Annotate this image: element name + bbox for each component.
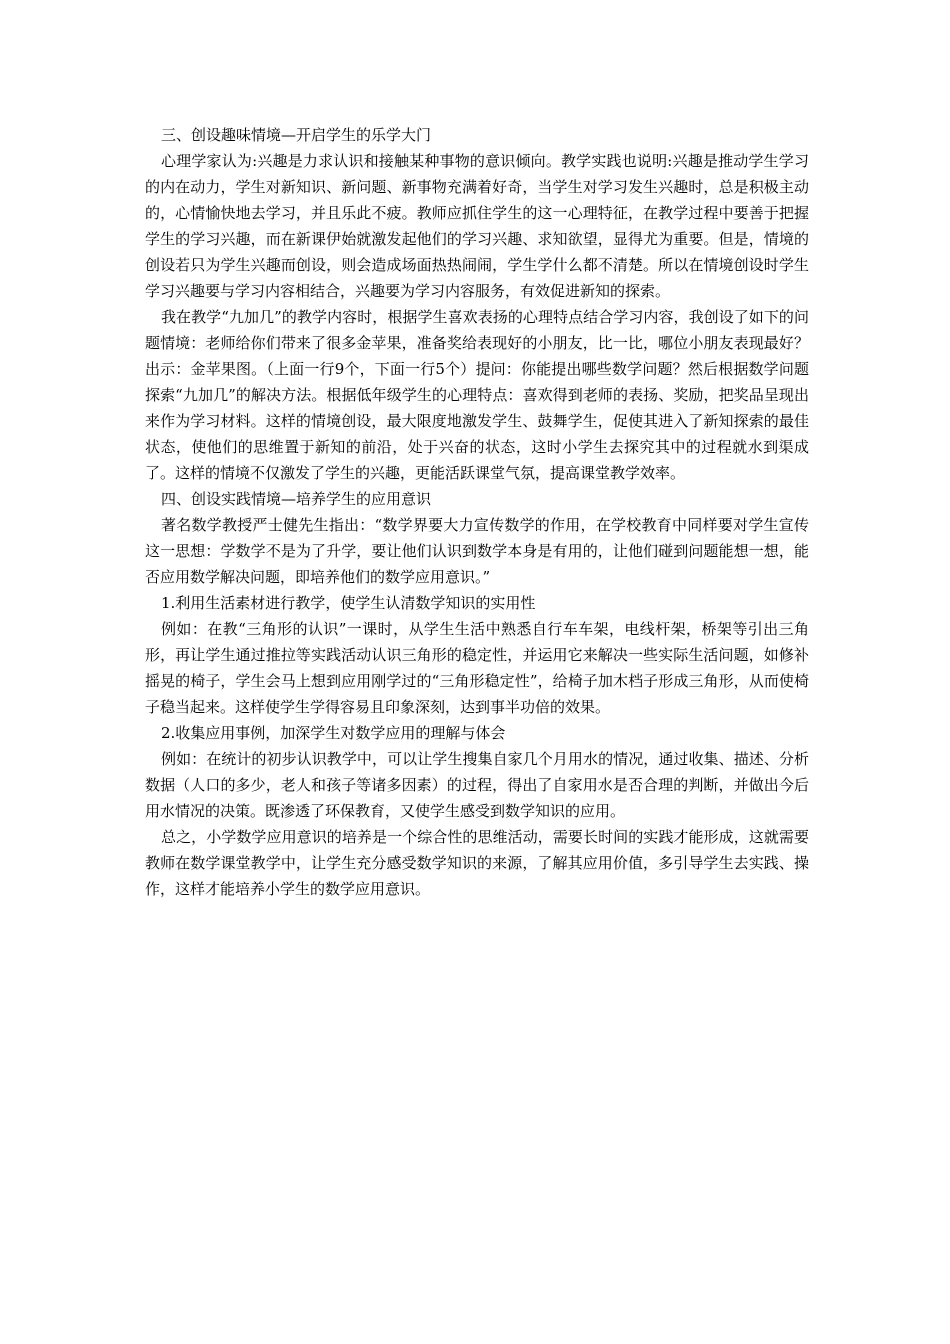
paragraph-interest-theory: 心理学家认为:兴趣是力求认识和接触某种事物的意识倾向。教学实践也说明:兴趣是推动学生学习的内在动力，学生对新知识、新问题、新事物充满着好奇，当学生对学习发生兴趣时，总是积极主动的，心情愉快地去学习，并且乐此不疲。教师应抓住学生的这一心理特征，在教学过程中要善于把握学生的学习兴趣，而在新课伊始就激发起他们的学习兴趣、求知欲望，显得尤为重要。但是，情境的创设若只为学生兴趣而创设，则会造成场面热热闹闹，学生学什么都不清楚。所以在情境创设时学生学习兴趣要与学习内容相结合，兴趣要为学习内容服务，有效促进新知的探索。 — [145, 152, 809, 300]
document-body — [145, 122, 809, 902]
paragraph-triangle-example: 例如：在教“三角形的认识”一课时，从学生生活中熟悉自行车车架，电线杆架，桥架等引出三角形，再让学生通过推拉等实践活动认识三角形的稳定性，并运用它来解决一些实际生活问题，如修补摇晃的椅子，学生会马上想到应用刚学过的“三角形稳定性”，给椅子加木档子形成三角形，从而使椅子稳当起来。这样使学生学得容易且印象深刻，达到事半功倍的效果。 — [145, 620, 809, 716]
subheading-1: 1.利用生活素材进行教学，使学生认清数学知识的实用性 — [161, 594, 536, 612]
paragraph-statistics-example: 例如：在统计的初步认识教学中，可以让学生搜集自家几个月用水的情况，通过收集、描述、分析数据（人口的多少，老人和孩子等诸多因素）的过程，得出了自家用水是否合理的判断，并做出今后用水情况的决策。既渗透了环保教育，又使学生感受到数学知识的应用。 — [145, 750, 809, 820]
section-heading-3: 三、创设趣味情境—开启学生的乐学大门 — [161, 126, 432, 144]
subheading-2: 2.收集应用事例，加深学生对数学应用的理解与体会 — [161, 724, 506, 742]
paragraph-conclusion: 总之，小学数学应用意识的培养是一个综合性的思维活动，需要长时间的实践才能形成，这就需要教师在数学课堂教学中，让学生充分感受数学知识的来源，了解其应用价值，多引导学生去实践、操作，这样才能培养小学生的数学应用意识。 — [145, 828, 809, 898]
section-heading-4: 四、创设实践情境—培养学生的应用意识 — [161, 490, 432, 508]
paragraph-nine-plus-example: 我在教学“九加几”的教学内容时，根据学生喜欢表扬的心理特点结合学习内容，我创设了如下的问题情境：老师给你们带来了很多金苹果，准备奖给表现好的小朋友，比一比，哪位小朋友表现最好？出示：金苹果图。（上面一行9个，下面一行5个）提问：你能提出哪些数学问题？然后根据数学问题探索“九加几”的解决方法。根据低年级学生的心理特点：喜欢得到老师的表扬、奖励，把奖品呈现出来作为学习材料。这样的情境创设，最大限度地激发学生、鼓舞学生，促使其进入了新知探索的最佳状态，使他们的思维置于新知的前沿，处于兴奋的状态，这时小学生去探究其中的过程就水到渠成了。这样的情境不仅激发了学生的兴趣，更能活跃课堂气氛，提高课堂教学效率。 — [145, 308, 809, 482]
paragraph-professor-quote: 著名数学教授严士健先生指出：“数学界要大力宣传数学的作用，在学校教育中同样要对学生宣传这一思想：学数学不是为了升学，要让他们认识到数学本身是有用的，让他们碰到问题能想一想，能否应用数学解决问题，即培养他们的数学应用意识。” — [145, 516, 809, 586]
